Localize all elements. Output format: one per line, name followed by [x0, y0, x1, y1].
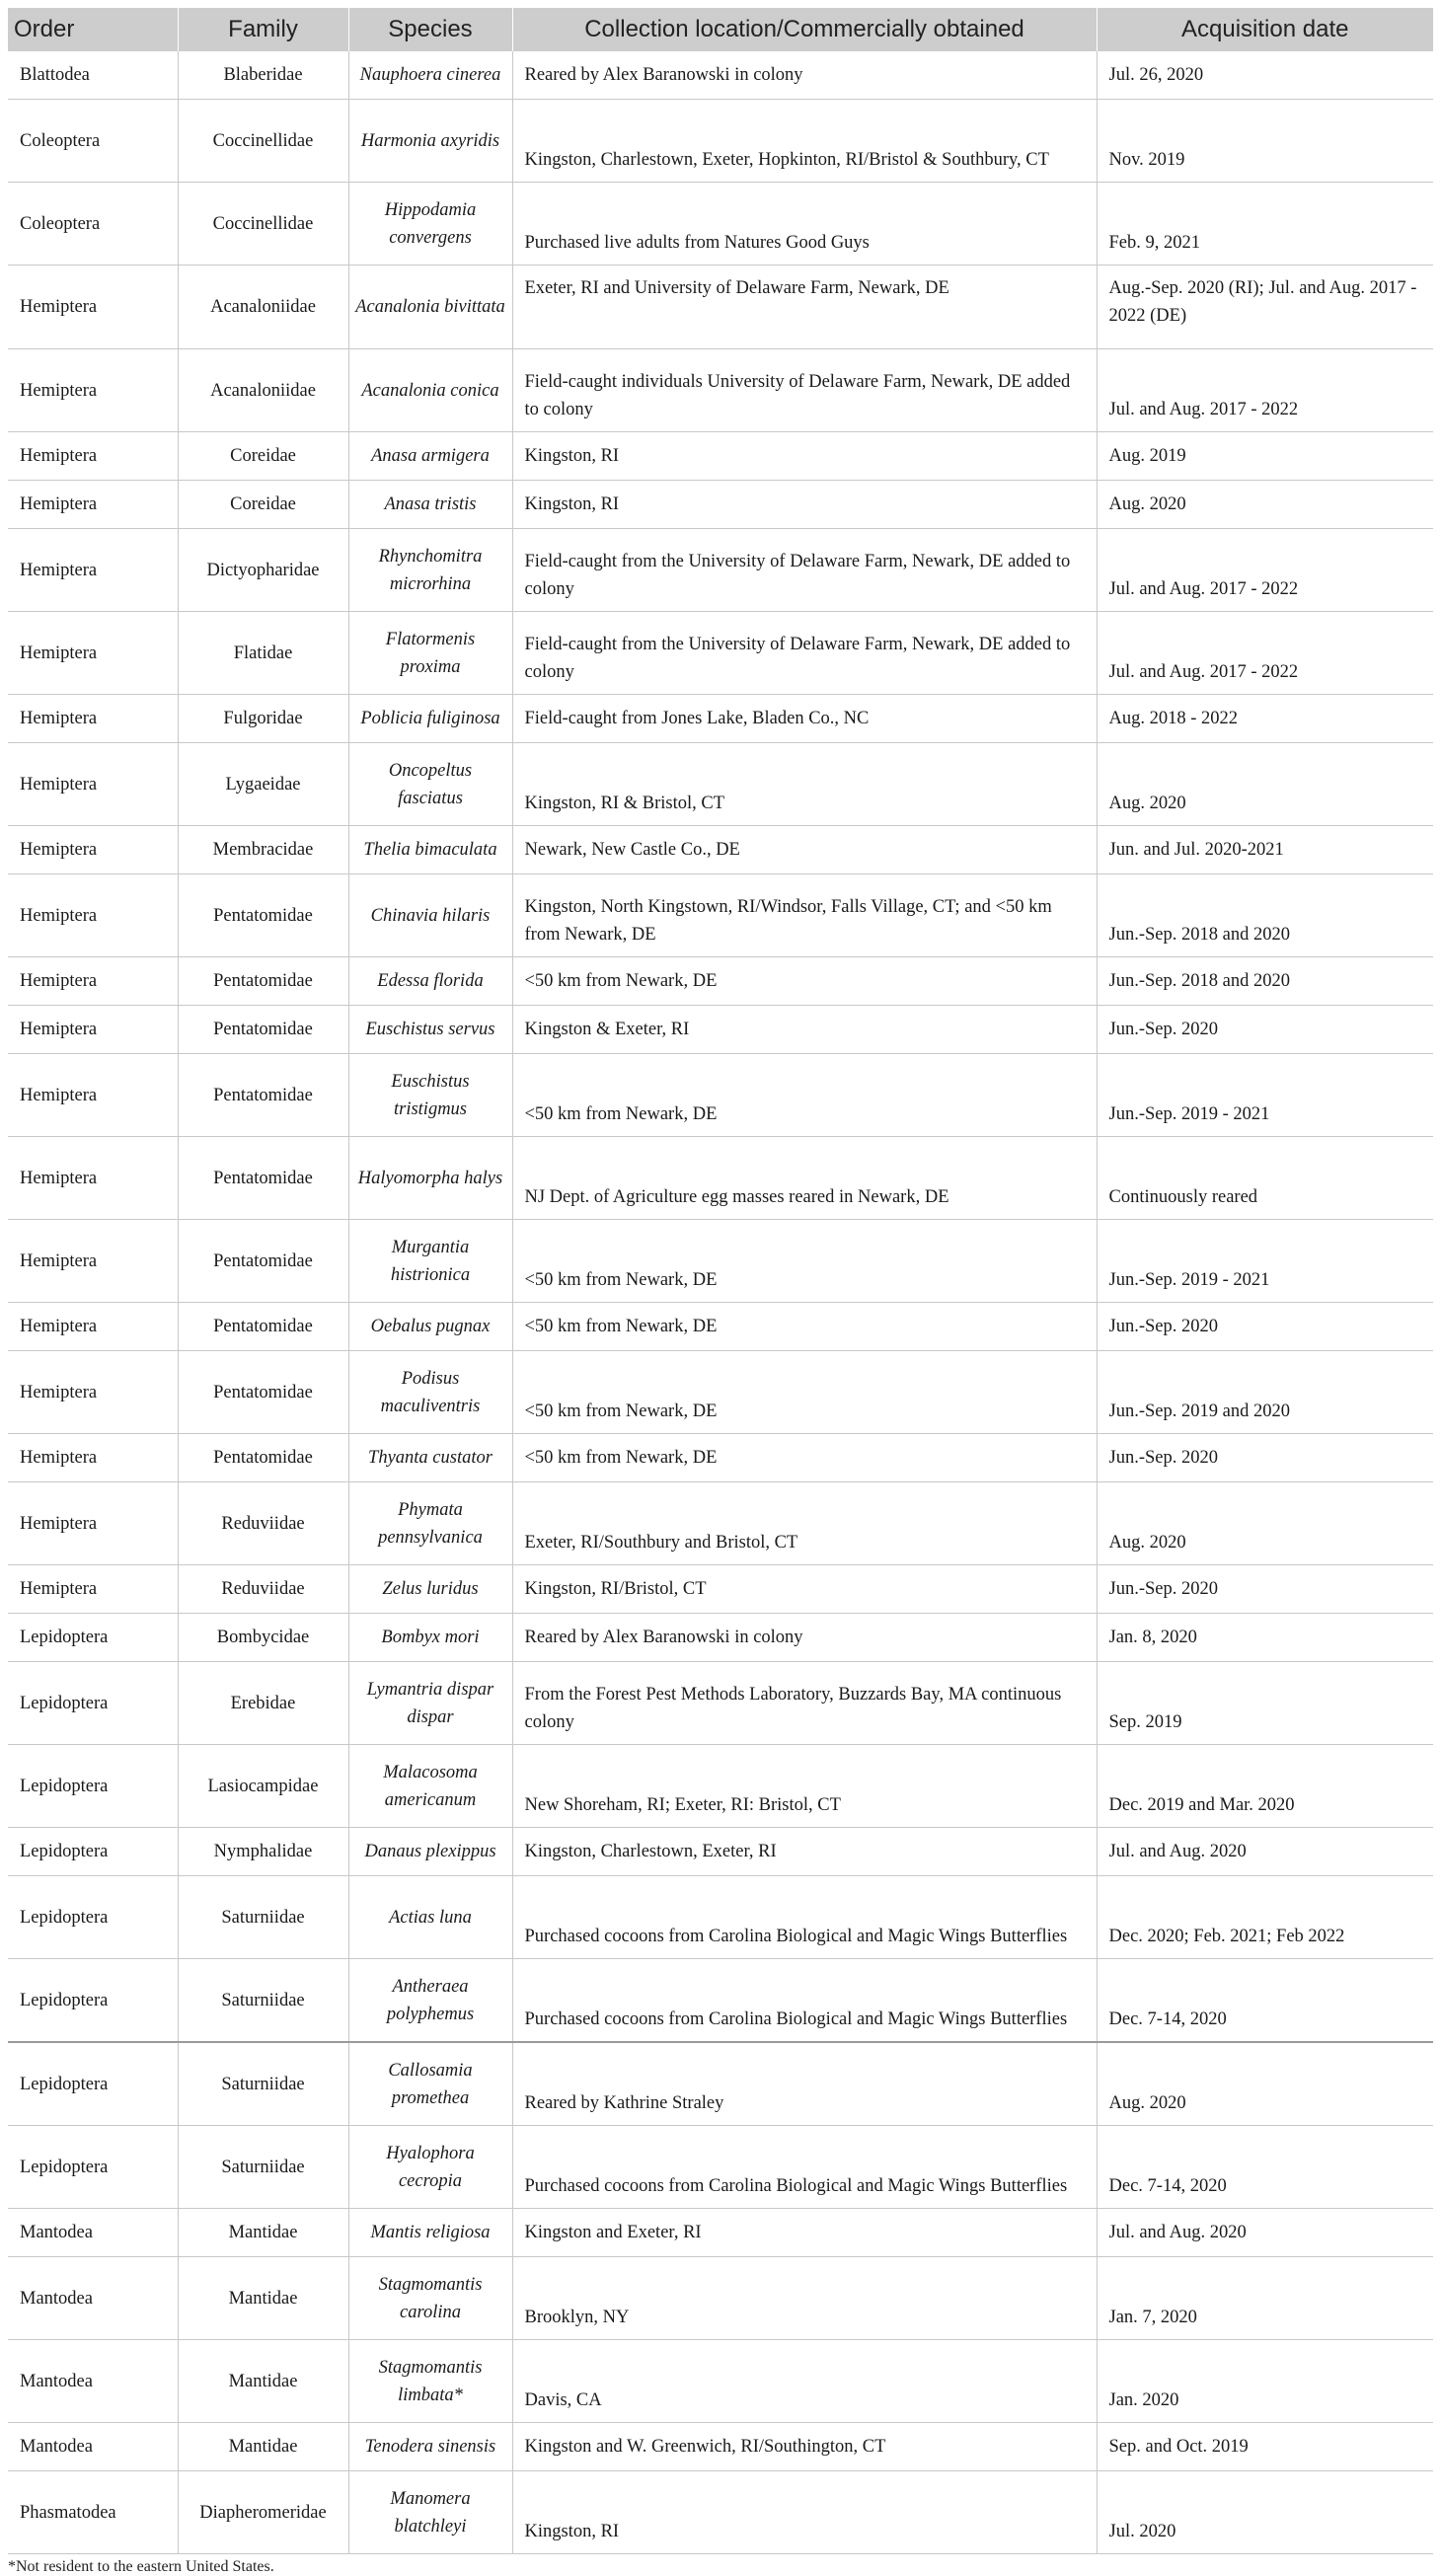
cell-location: <50 km from Newark, DE — [512, 1303, 1097, 1351]
cell-location: Kingston, RI — [512, 481, 1097, 529]
cell-date: Sep. and Oct. 2019 — [1097, 2423, 1433, 2471]
cell-location: Kingston, North Kingstown, RI/Windsor, Falls Village, CT; and <50 km from Newark, DE — [512, 874, 1097, 957]
cell-order: Hemiptera — [8, 743, 178, 826]
cell-species: Anasa armigera — [348, 432, 512, 481]
cell-date: Jun.-Sep. 2020 — [1097, 1565, 1433, 1614]
cell-location: Kingston, Charlestown, Exeter, RI — [512, 1828, 1097, 1876]
cell-location: Field-caught from the University of Delaware Farm, Newark, DE added to colony — [512, 612, 1097, 695]
cell-species: Tenodera sinensis — [348, 2423, 512, 2471]
cell-order: Hemiptera — [8, 265, 178, 349]
cell-order: Mantodea — [8, 2209, 178, 2257]
table-row — [8, 2209, 1433, 2257]
cell-location: <50 km from Newark, DE — [512, 1351, 1097, 1434]
table-row — [8, 1482, 1433, 1565]
cell-order: Hemiptera — [8, 1482, 178, 1565]
cell-family: Pentatomidae — [178, 874, 348, 957]
cell-date: Dec. 2019 and Mar. 2020 — [1097, 1745, 1433, 1828]
cell-date: Jun.-Sep. 2019 and 2020 — [1097, 1351, 1433, 1434]
table-row — [8, 349, 1433, 432]
cell-location: Purchased cocoons from Carolina Biological and Magic Wings Butterflies — [512, 1959, 1097, 2043]
cell-order: Hemiptera — [8, 432, 178, 481]
cell-species: Chinavia hilaris — [348, 874, 512, 957]
cell-location: Exeter, RI and University of Delaware Farm, Newark, DE — [512, 265, 1097, 349]
cell-date: Jun.-Sep. 2019 - 2021 — [1097, 1220, 1433, 1303]
footnote: *Not resident to the eastern United States. — [8, 2558, 274, 2575]
cell-order: Hemiptera — [8, 695, 178, 743]
cell-location: Kingston, RI & Bristol, CT — [512, 743, 1097, 826]
cell-species: Stagmomantis limbata* — [348, 2340, 512, 2423]
cell-location: Kingston, RI/Bristol, CT — [512, 1565, 1097, 1614]
cell-date: Sep. 2019 — [1097, 1662, 1433, 1745]
table-row — [8, 612, 1433, 695]
cell-species: Poblicia fuliginosa — [348, 695, 512, 743]
cell-family: Reduviidae — [178, 1565, 348, 1614]
cell-species: Acanalonia conica — [348, 349, 512, 432]
table-body — [8, 51, 1433, 2554]
cell-date: Jan. 7, 2020 — [1097, 2257, 1433, 2340]
cell-date: Dec. 2020; Feb. 2021; Feb 2022 — [1097, 1876, 1433, 1959]
cell-family: Pentatomidae — [178, 1220, 348, 1303]
cell-order: Hemiptera — [8, 349, 178, 432]
table-row — [8, 100, 1433, 183]
cell-species: Edessa florida — [348, 957, 512, 1006]
cell-location: Kingston and W. Greenwich, RI/Southington, CT — [512, 2423, 1097, 2471]
cell-order: Coleoptera — [8, 183, 178, 265]
species-table — [8, 8, 1433, 2554]
cell-date: Continuously reared — [1097, 1137, 1433, 1220]
cell-order: Lepidoptera — [8, 1876, 178, 1959]
table-header — [8, 8, 1433, 51]
cell-order: Lepidoptera — [8, 1662, 178, 1745]
cell-family: Pentatomidae — [178, 1054, 348, 1137]
cell-order: Lepidoptera — [8, 1828, 178, 1876]
cell-order: Hemiptera — [8, 612, 178, 695]
table-row — [8, 183, 1433, 265]
cell-family: Membracidae — [178, 826, 348, 874]
cell-family: Nymphalidae — [178, 1828, 348, 1876]
header-family: Family — [178, 8, 348, 51]
cell-family: Coreidae — [178, 481, 348, 529]
cell-species: Stagmomantis carolina — [348, 2257, 512, 2340]
cell-location: Exeter, RI/Southbury and Bristol, CT — [512, 1482, 1097, 1565]
cell-species: Callosamia promethea — [348, 2042, 512, 2126]
cell-species: Thelia bimaculata — [348, 826, 512, 874]
cell-location: Field-caught from Jones Lake, Bladen Co., NC — [512, 695, 1097, 743]
cell-date: Jun.-Sep. 2020 — [1097, 1303, 1433, 1351]
cell-family: Saturniidae — [178, 2126, 348, 2209]
cell-species: Bombyx mori — [348, 1614, 512, 1662]
cell-family: Diapheromeridae — [178, 2471, 348, 2554]
table-row — [8, 1351, 1433, 1434]
cell-date: Aug. 2020 — [1097, 481, 1433, 529]
cell-species: Danaus plexippus — [348, 1828, 512, 1876]
cell-location: New Shoreham, RI; Exeter, RI: Bristol, CT — [512, 1745, 1097, 1828]
cell-species: Antheraea polyphemus — [348, 1959, 512, 2043]
table-row — [8, 2257, 1433, 2340]
cell-order: Hemiptera — [8, 1565, 178, 1614]
cell-date: Jun.-Sep. 2020 — [1097, 1434, 1433, 1482]
cell-species: Euschistus tristigmus — [348, 1054, 512, 1137]
cell-date: Jul. and Aug. 2017 - 2022 — [1097, 529, 1433, 612]
cell-family: Pentatomidae — [178, 957, 348, 1006]
table-row — [8, 743, 1433, 826]
cell-order: Hemiptera — [8, 1220, 178, 1303]
cell-species: Hyalophora cecropia — [348, 2126, 512, 2209]
cell-species: Halyomorpha halys — [348, 1137, 512, 1220]
cell-family: Flatidae — [178, 612, 348, 695]
table-row — [8, 1745, 1433, 1828]
table-row — [8, 1565, 1433, 1614]
cell-family: Saturniidae — [178, 1959, 348, 2043]
cell-location: <50 km from Newark, DE — [512, 957, 1097, 1006]
cell-date: Dec. 7-14, 2020 — [1097, 2126, 1433, 2209]
cell-family: Bombycidae — [178, 1614, 348, 1662]
cell-date: Aug. 2019 — [1097, 432, 1433, 481]
cell-family: Blaberidae — [178, 51, 348, 100]
cell-location: Brooklyn, NY — [512, 2257, 1097, 2340]
cell-family: Mantidae — [178, 2340, 348, 2423]
cell-species: Malacosoma americanum — [348, 1745, 512, 1828]
cell-species: Podisus maculiventris — [348, 1351, 512, 1434]
table-row — [8, 826, 1433, 874]
cell-location: Field-caught from the University of Delaware Farm, Newark, DE added to colony — [512, 529, 1097, 612]
cell-location: NJ Dept. of Agriculture egg masses reared in Newark, DE — [512, 1137, 1097, 1220]
cell-location: Kingston, RI — [512, 2471, 1097, 2554]
cell-order: Hemiptera — [8, 529, 178, 612]
cell-species: Mantis religiosa — [348, 2209, 512, 2257]
header-location: Collection location/Commercially obtained — [512, 8, 1097, 51]
cell-date: Aug. 2020 — [1097, 1482, 1433, 1565]
cell-species: Harmonia axyridis — [348, 100, 512, 183]
table-row — [8, 1828, 1433, 1876]
header-species: Species — [348, 8, 512, 51]
cell-location: Reared by Alex Baranowski in colony — [512, 51, 1097, 100]
cell-date: Jul. 2020 — [1097, 2471, 1433, 2554]
table-row — [8, 1876, 1433, 1959]
cell-location: Newark, New Castle Co., DE — [512, 826, 1097, 874]
cell-date: Jun.-Sep. 2018 and 2020 — [1097, 874, 1433, 957]
cell-date: Jun.-Sep. 2019 - 2021 — [1097, 1054, 1433, 1137]
cell-order: Mantodea — [8, 2257, 178, 2340]
cell-date: Jul. and Aug. 2020 — [1097, 2209, 1433, 2257]
table-row — [8, 51, 1433, 100]
cell-family: Acanaloniidae — [178, 265, 348, 349]
cell-order: Hemiptera — [8, 1054, 178, 1137]
cell-date: Jun.-Sep. 2018 and 2020 — [1097, 957, 1433, 1006]
cell-family: Acanaloniidae — [178, 349, 348, 432]
cell-order: Hemiptera — [8, 1351, 178, 1434]
table-row — [8, 2471, 1433, 2554]
table-row — [8, 1434, 1433, 1482]
cell-order: Hemiptera — [8, 826, 178, 874]
cell-species: Anasa tristis — [348, 481, 512, 529]
cell-date: Feb. 9, 2021 — [1097, 183, 1433, 265]
table-row — [8, 1137, 1433, 1220]
cell-family: Pentatomidae — [178, 1351, 348, 1434]
cell-order: Lepidoptera — [8, 1614, 178, 1662]
cell-order: Lepidoptera — [8, 2126, 178, 2209]
cell-date: Jul. and Aug. 2020 — [1097, 1828, 1433, 1876]
cell-date: Dec. 7-14, 2020 — [1097, 1959, 1433, 2043]
table-row — [8, 1959, 1433, 2043]
cell-species: Oebalus pugnax — [348, 1303, 512, 1351]
cell-family: Coccinellidae — [178, 183, 348, 265]
cell-family: Dictyopharidae — [178, 529, 348, 612]
cell-order: Blattodea — [8, 51, 178, 100]
table-row — [8, 432, 1433, 481]
cell-species: Flatormenis proxima — [348, 612, 512, 695]
cell-location: Davis, CA — [512, 2340, 1097, 2423]
cell-order: Mantodea — [8, 2340, 178, 2423]
cell-family: Erebidae — [178, 1662, 348, 1745]
cell-location: Purchased cocoons from Carolina Biological and Magic Wings Butterflies — [512, 2126, 1097, 2209]
cell-family: Mantidae — [178, 2257, 348, 2340]
cell-order: Hemiptera — [8, 957, 178, 1006]
cell-date: Aug.-Sep. 2020 (RI); Jul. and Aug. 2017 - 2022 (DE) — [1097, 265, 1433, 349]
cell-species: Rhynchomitra microrhina — [348, 529, 512, 612]
cell-family: Pentatomidae — [178, 1006, 348, 1054]
cell-order: Mantodea — [8, 2423, 178, 2471]
cell-species: Manomera blatchleyi — [348, 2471, 512, 2554]
cell-family: Saturniidae — [178, 1876, 348, 1959]
cell-family: Pentatomidae — [178, 1434, 348, 1482]
table-row — [8, 481, 1433, 529]
table-row — [8, 1662, 1433, 1745]
cell-order: Lepidoptera — [8, 1959, 178, 2043]
cell-location: Kingston and Exeter, RI — [512, 2209, 1097, 2257]
cell-location: <50 km from Newark, DE — [512, 1054, 1097, 1137]
header-order: Order — [8, 8, 178, 51]
cell-location: Field-caught individuals University of Delaware Farm, Newark, DE added to colony — [512, 349, 1097, 432]
cell-location: Reared by Kathrine Straley — [512, 2042, 1097, 2126]
cell-date: Aug. 2020 — [1097, 2042, 1433, 2126]
cell-species: Thyanta custator — [348, 1434, 512, 1482]
cell-species: Acanalonia bivittata — [348, 265, 512, 349]
cell-family: Lygaeidae — [178, 743, 348, 826]
cell-order: Phasmatodea — [8, 2471, 178, 2554]
cell-order: Hemiptera — [8, 1303, 178, 1351]
table-row — [8, 1054, 1433, 1137]
cell-family: Coreidae — [178, 432, 348, 481]
cell-location: Reared by Alex Baranowski in colony — [512, 1614, 1097, 1662]
table-row — [8, 2126, 1433, 2209]
cell-date: Jul. and Aug. 2017 - 2022 — [1097, 349, 1433, 432]
table-row — [8, 1220, 1433, 1303]
cell-date: Nov. 2019 — [1097, 100, 1433, 183]
cell-species: Actias luna — [348, 1876, 512, 1959]
cell-date: Jul. and Aug. 2017 - 2022 — [1097, 612, 1433, 695]
cell-order: Hemiptera — [8, 874, 178, 957]
table-row — [8, 1303, 1433, 1351]
cell-species: Euschistus servus — [348, 1006, 512, 1054]
cell-date: Aug. 2020 — [1097, 743, 1433, 826]
cell-location: Kingston, Charlestown, Exeter, Hopkinton, RI/Bristol & Southbury, CT — [512, 100, 1097, 183]
cell-species: Hippodamia convergens — [348, 183, 512, 265]
cell-date: Jun.-Sep. 2020 — [1097, 1006, 1433, 1054]
table-row — [8, 529, 1433, 612]
cell-family: Mantidae — [178, 2209, 348, 2257]
cell-species: Zelus luridus — [348, 1565, 512, 1614]
table-row — [8, 695, 1433, 743]
table-row — [8, 1006, 1433, 1054]
table-row — [8, 2423, 1433, 2471]
cell-family: Pentatomidae — [178, 1137, 348, 1220]
cell-date: Jan. 2020 — [1097, 2340, 1433, 2423]
document — [8, 8, 1433, 2576]
cell-order: Hemiptera — [8, 481, 178, 529]
cell-order: Hemiptera — [8, 1137, 178, 1220]
cell-order: Hemiptera — [8, 1434, 178, 1482]
cell-species: Lymantria dispar dispar — [348, 1662, 512, 1745]
cell-order: Lepidoptera — [8, 2042, 178, 2126]
cell-location: <50 km from Newark, DE — [512, 1220, 1097, 1303]
cell-family: Saturniidae — [178, 2042, 348, 2126]
cell-location: Purchased cocoons from Carolina Biological and Magic Wings Butterflies — [512, 1876, 1097, 1959]
table-row — [8, 957, 1433, 1006]
cell-order: Coleoptera — [8, 100, 178, 183]
cell-species: Murgantia histrionica — [348, 1220, 512, 1303]
cell-location: Purchased live adults from Natures Good Guys — [512, 183, 1097, 265]
cell-date: Aug. 2018 - 2022 — [1097, 695, 1433, 743]
cell-order: Lepidoptera — [8, 1745, 178, 1828]
header-date: Acquisition date — [1097, 8, 1433, 51]
cell-location: Kingston & Exeter, RI — [512, 1006, 1097, 1054]
cell-date: Jan. 8, 2020 — [1097, 1614, 1433, 1662]
table-row — [8, 874, 1433, 957]
cell-species: Phymata pennsylvanica — [348, 1482, 512, 1565]
table-row — [8, 265, 1433, 349]
cell-family: Coccinellidae — [178, 100, 348, 183]
cell-order: Hemiptera — [8, 1006, 178, 1054]
cell-family: Reduviidae — [178, 1482, 348, 1565]
cell-location: <50 km from Newark, DE — [512, 1434, 1097, 1482]
cell-location: Kingston, RI — [512, 432, 1097, 481]
cell-family: Lasiocampidae — [178, 1745, 348, 1828]
cell-location: From the Forest Pest Methods Laboratory, Buzzards Bay, MA continuous colony — [512, 1662, 1097, 1745]
cell-family: Fulgoridae — [178, 695, 348, 743]
table-row — [8, 1614, 1433, 1662]
cell-date: Jun. and Jul. 2020-2021 — [1097, 826, 1433, 874]
cell-date: Jul. 26, 2020 — [1097, 51, 1433, 100]
cell-family: Pentatomidae — [178, 1303, 348, 1351]
cell-species: Oncopeltus fasciatus — [348, 743, 512, 826]
cell-species: Nauphoera cinerea — [348, 51, 512, 100]
table-row — [8, 2042, 1433, 2126]
cell-family: Mantidae — [178, 2423, 348, 2471]
